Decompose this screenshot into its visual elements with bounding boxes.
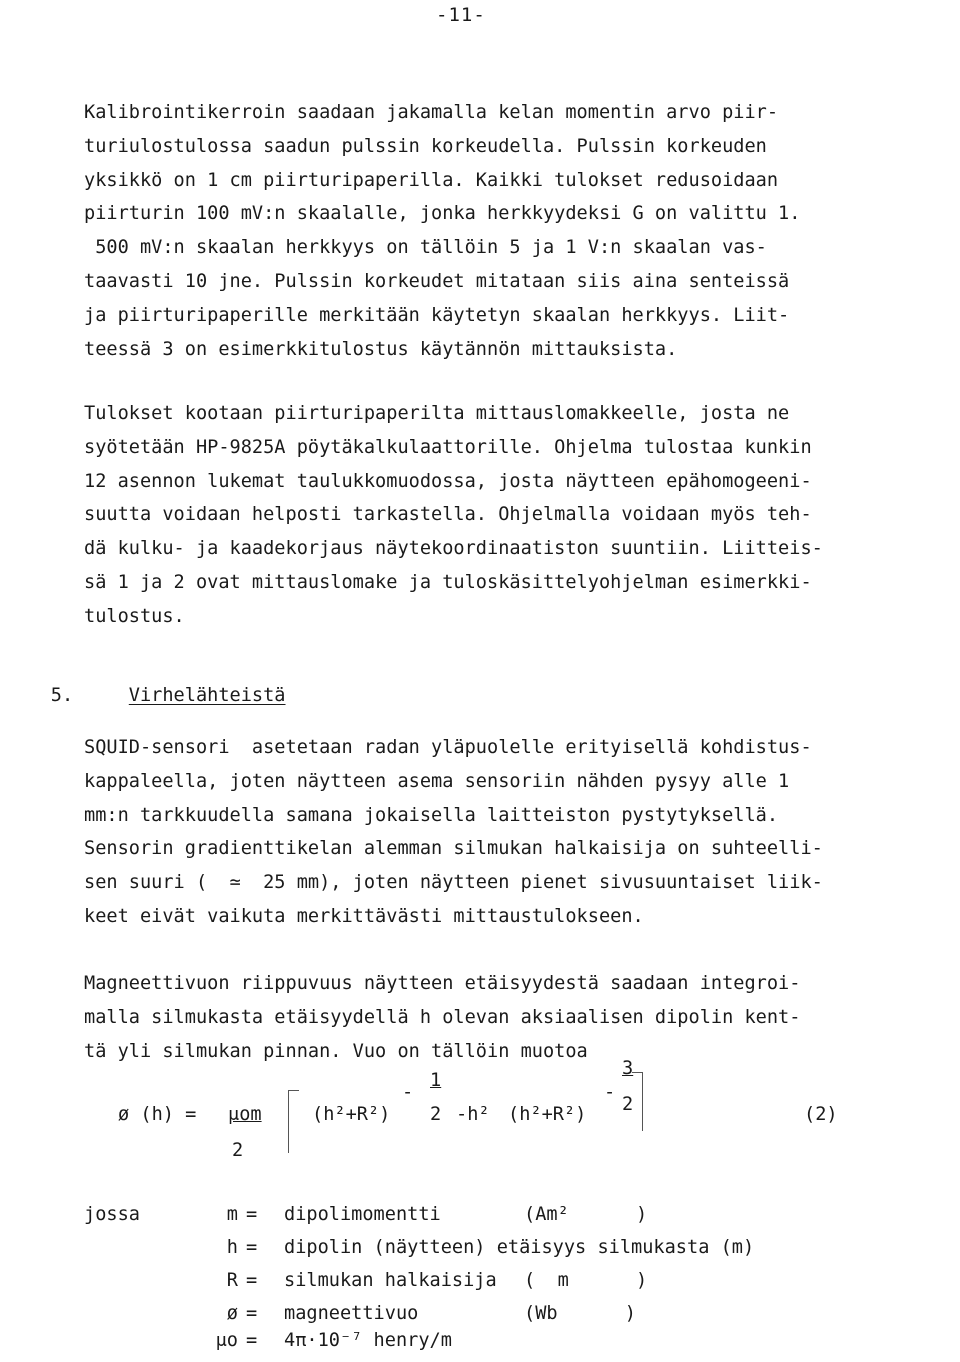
section-number: 5. [50, 685, 74, 706]
definition-symbol: ø [226, 1303, 238, 1324]
section-title: Virhelähteistä [128, 685, 286, 706]
definition-symbol: m [226, 1204, 238, 1225]
definition-unit: ( m ) [524, 1270, 648, 1291]
definitions-intro: jossa [84, 1204, 140, 1225]
text-line: teessä 3 on esimerkkitulostus käytännön mittauksista. [84, 338, 678, 360]
exponent-2-numerator: 3 [622, 1058, 634, 1079]
equation-term-1: (h²+R²) [312, 1104, 391, 1125]
definition-equals: = [246, 1330, 258, 1351]
exponent-2-denominator: 2 [622, 1094, 634, 1115]
text-line: piirturin 100 mV:n skaalalle, jonka herkkyydeksi G on valittu 1. [84, 203, 801, 225]
text-line: mm:n tarkkuudella samana jokaisella laitteiston pystytyksellä. [84, 804, 779, 826]
definition-unit: (Am² ) [524, 1204, 648, 1225]
text-line: Tulokset kootaan piirturipaperilta mittauslomakkeelle, josta ne [84, 403, 790, 424]
definition-description: dipolimomentti [284, 1204, 441, 1225]
text-line: sen suuri ( ≃ 25 mm), joten näytteen pienet sivusuuntaiset liik- [84, 872, 823, 894]
equation-lhs: ø (h) = [118, 1104, 197, 1125]
definition-symbol: h [226, 1237, 238, 1258]
text-line: kappaleella, joten näytteen asema sensoriin nähden pysyy alle 1 [84, 770, 790, 792]
text-line: Sensorin gradienttikelan alemman silmukan halkaisija on suhteelli- [84, 838, 823, 860]
definition-symbol: R [226, 1270, 238, 1291]
definition-equals: = [246, 1204, 258, 1225]
equation-term-2: (h²+R²) [508, 1104, 587, 1125]
definition-row [84, 1270, 884, 1302]
text-line: 12 asennon lukemat taulukkomuodossa, josta näytteen epähomogeeni- [84, 470, 812, 492]
definition-row [84, 1204, 884, 1236]
exponent-1-sign: - [402, 1082, 414, 1103]
text-line: syötetään HP-9825A pöytäkalkulaattorille. Ohjelma tulostaa kunkin [84, 436, 812, 458]
text-line: Kalibrointikerroin saadaan jakamalla kelan momentin arvo piir- [84, 102, 779, 123]
text-line: dä kulku- ja kaadekorjaus näytekoordinaatiston suuntiin. Liitteis- [84, 538, 823, 560]
paragraph-results [84, 397, 823, 634]
text-line: sä 1 ja 2 ovat mittauslomake ja tuloskäsittelyohjelman esimerkki- [84, 571, 812, 593]
paragraph-calibration [84, 96, 800, 366]
paragraph-magnetic-flux [84, 967, 800, 1068]
definition-description: magneettivuo [284, 1303, 419, 1324]
equation-minus-h-squared: -h² [456, 1104, 490, 1125]
definition-row [84, 1237, 884, 1269]
text-line: SQUID-sensori asetetaan radan yläpuolelle erityisellä kohdistus- [84, 737, 812, 758]
equation-number: (2) [804, 1104, 838, 1125]
equation-coefficient-numerator: μom [228, 1104, 262, 1125]
definition-description: silmukan halkaisija [284, 1270, 497, 1291]
section-heading [6, 664, 286, 727]
text-line: malla silmukasta etäisyydellä h olevan aksiaalisen dipolin kent- [84, 1006, 801, 1028]
exponent-1-denominator: 2 [430, 1104, 442, 1125]
text-line: 500 mV:n skaalan herkkyys on tällöin 5 ja 1 V:n skaalan vas- [84, 237, 767, 259]
text-line: suutta voidaan helposti tarkastella. Ohjelmalla voidaan myös teh- [84, 504, 812, 526]
definition-symbol: μo [215, 1330, 238, 1351]
page-number: -11- [436, 4, 486, 26]
text-line: Magneettivuon riippuvuus näytteen etäisyydestä saadaan integroi- [84, 973, 801, 994]
text-line: tä yli silmukan pinnan. Vuo on tällöin muotoa [84, 1040, 588, 1062]
text-line: taavasti 10 jne. Pulssin korkeudet mitataan siis aina senteissä [84, 270, 790, 292]
left-bracket [288, 1090, 299, 1153]
equation-coefficient-denominator: 2 [232, 1140, 244, 1161]
definition-unit: (Wb ) [524, 1303, 636, 1324]
right-bracket [632, 1072, 643, 1131]
text-line: ja piirturipaperille merkitään käytetyn skaalan herkkyys. Liit- [84, 304, 790, 326]
definition-description: 4π·10⁻⁷ henry/m [284, 1330, 452, 1351]
definition-description: dipolin (näytteen) etäisyys silmukasta (m) [284, 1237, 755, 1258]
paragraph-squid-sensor [84, 731, 823, 934]
text-line: turiulostulossa saadun pulssin korkeudella. Pulssin korkeuden [84, 135, 767, 157]
exponent-2-sign: - [604, 1082, 616, 1103]
definition-equals: = [246, 1237, 258, 1258]
text-line: tulostus. [84, 605, 185, 627]
definition-row [84, 1330, 884, 1362]
text-line: keet eivät vaikuta merkittävästi mittaustulokseen. [84, 905, 644, 927]
definition-equals: = [246, 1270, 258, 1291]
exponent-1-numerator: 1 [430, 1070, 442, 1091]
definition-equals: = [246, 1303, 258, 1324]
text-line: yksikkö on 1 cm piirturipaperilla. Kaikki tulokset redusoidaan [84, 169, 779, 191]
